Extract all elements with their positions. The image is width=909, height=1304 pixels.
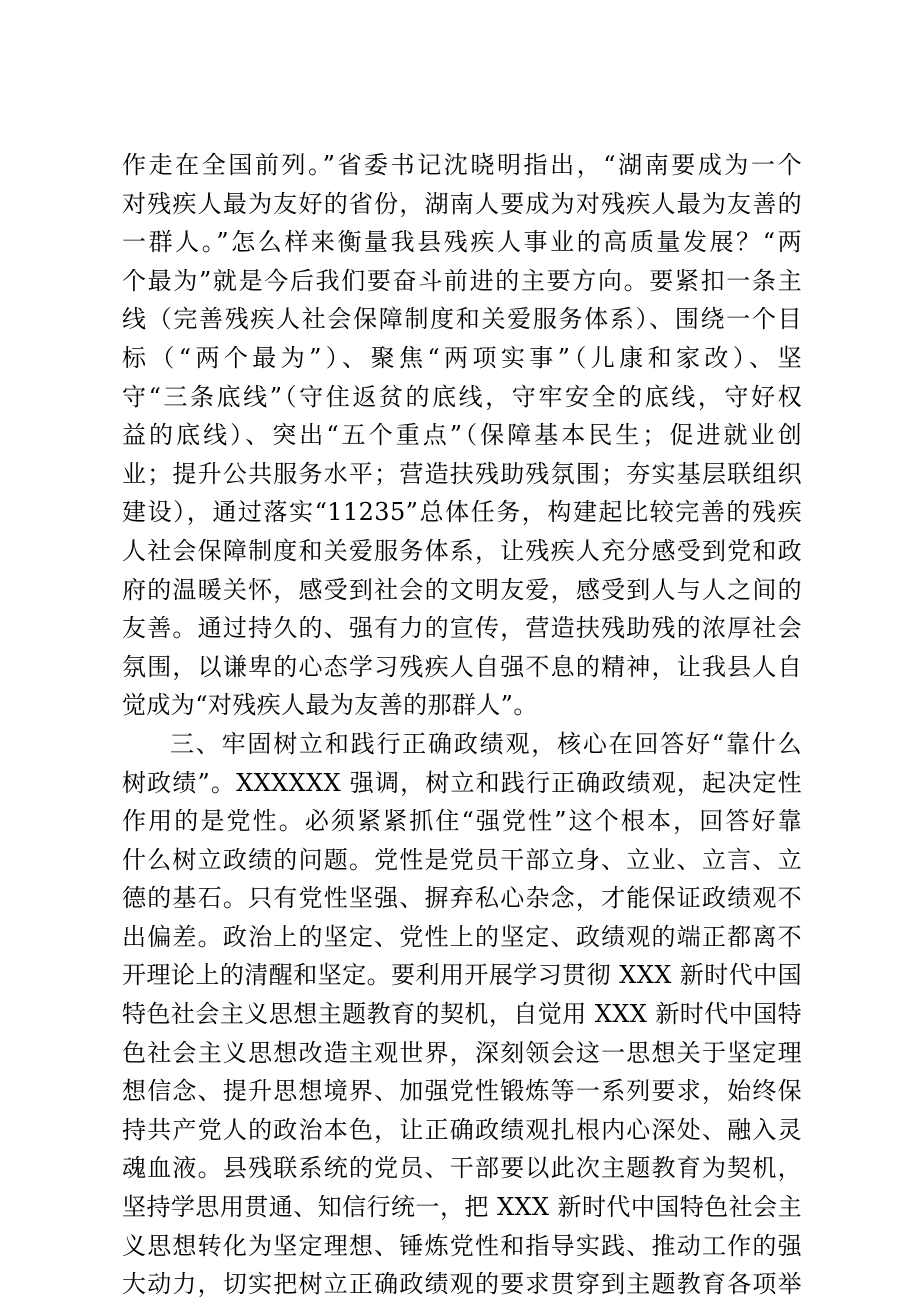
text-line: 魂血液。县残联系统的党员、干部要以此次主题教育为契机， bbox=[122, 1154, 802, 1183]
text-line: 友善。通过持久的、强有力的宣传，营造扶残助残的浓厚社会 bbox=[122, 614, 802, 643]
text-line: 想信念、提升思想境界、加强党性锻炼等一系列要求，始终保 bbox=[122, 1077, 802, 1106]
text-line: 业；提升公共服务水平；营造扶残助残氛围；夯实基层联组织 bbox=[122, 459, 802, 488]
text-line: 对残疾人最为友好的省份，湖南人要成为对残疾人最为友善的 bbox=[122, 189, 802, 218]
text-line: 个最为”就是今后我们要奋斗前进的主要方向。要紧扣一条主 bbox=[122, 266, 802, 295]
text-line: 氛围，以谦卑的心态学习残疾人自强不息的精神，让我县人自 bbox=[122, 652, 802, 681]
text-line: 持共产党人的政治本色，让正确政绩观扎根内心深处、融入灵 bbox=[122, 1115, 802, 1144]
text-line: 大动力，切实把树立正确政绩观的要求贯穿到主题教育各项举 bbox=[122, 1270, 802, 1299]
text-line: 什么树立政绩的问题。党性是党员干部立身、立业、立言、立 bbox=[122, 845, 802, 874]
body-text bbox=[122, 146, 802, 1304]
text-line: 线（完善残疾人社会保障制度和关爱服务体系）、围绕一个目 bbox=[122, 305, 802, 334]
text-line: 树政绩”。XXXXXX 强调，树立和践行正确政绩观，起决定性 bbox=[122, 768, 802, 797]
text-line: 一群人。”怎么样来衡量我县残疾人事业的高质量发展？“两 bbox=[122, 228, 802, 257]
text-line: 作用的是党性。必须紧紧抓住“强党性”这个根本，回答好靠 bbox=[122, 807, 802, 836]
text-line: 人社会保障制度和关爱服务体系，让残疾人充分感受到党和政 bbox=[122, 536, 802, 565]
text-line: 标（“两个最为”）、聚焦“两项实事”（儿康和家改）、坚 bbox=[122, 343, 802, 372]
text-line: 益的底线）、突出“五个重点”（保障基本民生；促进就业创 bbox=[122, 421, 802, 450]
text-line: 出偏差。政治上的坚定、党性上的坚定、政绩观的端正都离不 bbox=[122, 922, 802, 951]
text-line: 特色社会主义思想主题教育的契机，自觉用 XXX 新时代中国特 bbox=[122, 1000, 802, 1029]
text-line: 开理论上的清醒和坚定。要利用开展学习贯彻 XXX 新时代中国 bbox=[122, 961, 802, 990]
text-line: 作走在全国前列。”省委书记沈晓明指出，“湖南要成为一个 bbox=[122, 151, 802, 179]
text-line: 义思想转化为坚定理想、锤炼党性和指导实践、推动工作的强 bbox=[122, 1231, 802, 1260]
text-line: 坚持学思用贯通、知信行统一，把 XXX 新时代中国特色社会主 bbox=[122, 1193, 802, 1222]
section-heading-line: 三、牢固树立和践行正确政绩观，核心在回答好“靠什么 bbox=[170, 729, 802, 758]
text-line: 守“三条底线”（守住返贫的底线，守牢安全的底线，守好权 bbox=[122, 382, 802, 411]
text-line: 觉成为“对残疾人最为友善的那群人”。 bbox=[122, 691, 538, 720]
text-line: 色社会主义思想改造主观世界，深刻领会这一思想关于坚定理 bbox=[122, 1038, 802, 1067]
text-line: 建设），通过落实“11235”总体任务，构建起比较完善的残疾 bbox=[122, 498, 802, 527]
text-line: 府的温暖关怀，感受到社会的文明友爱，感受到人与人之间的 bbox=[122, 575, 802, 604]
text-line: 德的基石。只有党性坚强、摒弃私心杂念，才能保证政绩观不 bbox=[122, 884, 802, 913]
